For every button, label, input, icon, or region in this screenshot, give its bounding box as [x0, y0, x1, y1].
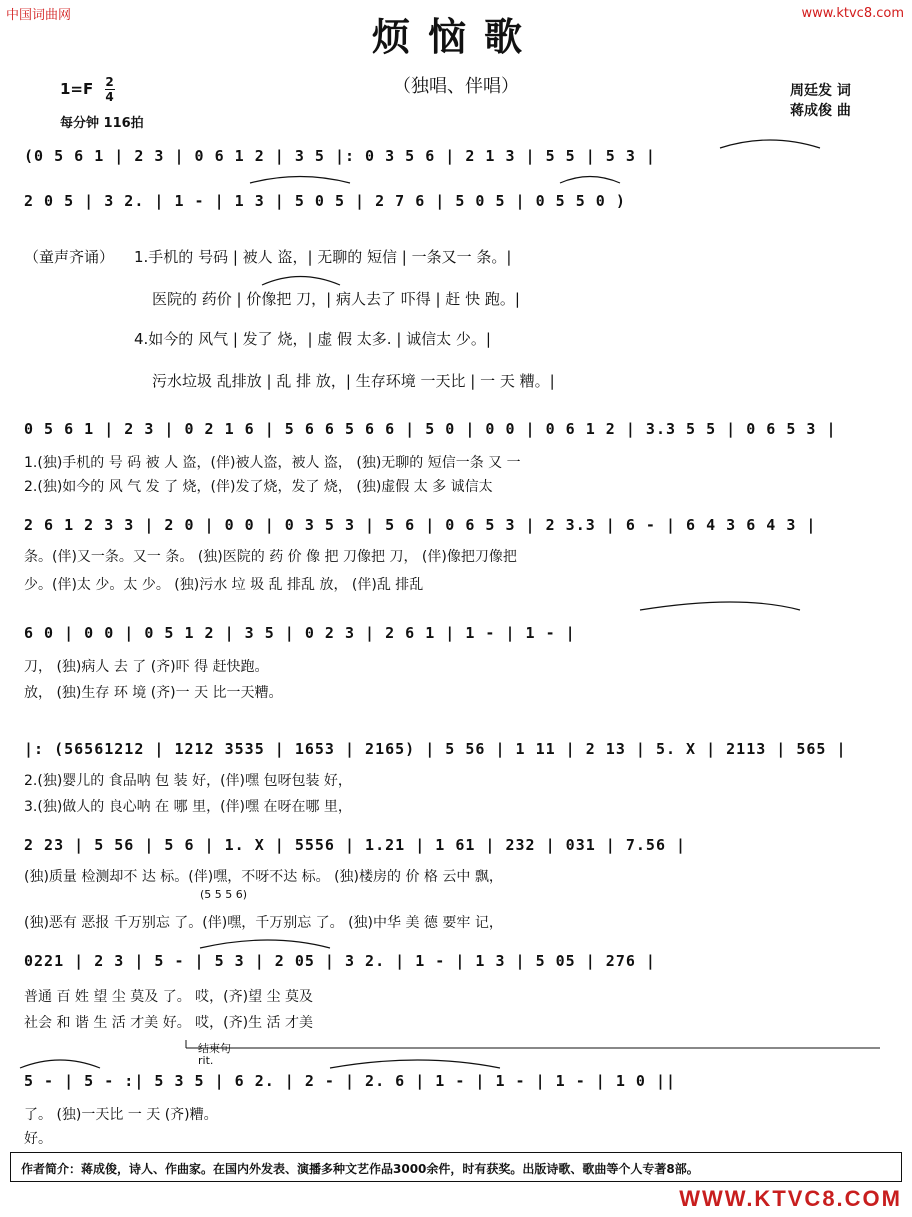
- music-line-1: (0 5 6 1 | 2 3 | 0 6 1 2 | 3 5 |: 0 3 5 6 | 2 1 3 | 5 5 | 5 3 |: [24, 147, 656, 165]
- lyricist-credit: 周廷发 词: [790, 83, 851, 99]
- lyric-line-10: (独)恶有 恶报 千万别忘 了。(伴)嘿，千万别忘 了。 (独)中华 美 德 要牢 记，: [24, 915, 503, 931]
- song-subtitle: （独唱、伴唱）: [393, 76, 519, 97]
- lyric-line-2: 2.(独)如今的 风 气 发 了 烧，(伴)发了烧，发了 烧， (独)虚假 太 多 诚信太: [24, 479, 493, 495]
- narration-line-1: 1.手机的 号码 | 被人 盗，| 无聊的 短信 | 一条又一 条。|: [134, 248, 512, 266]
- lyric-line-8: 3.(独)做人的 良心呐 在 哪 里，(伴)嘿 在呀在哪 里，: [24, 799, 352, 815]
- lyric-line-14: 好。: [24, 1131, 52, 1147]
- music-line-6: |: (56561212 | 1212 3535 | 1653 | 2165) | 5 56 | 1 11 | 2 13 | 5. X | 2113 | 565 |: [24, 740, 847, 758]
- music-line-2: 2 0 5 | 3 2. | 1 - | 1 3 | 5 0 5 | 2 7 6 | 5 0 5 | 0 5 5 0 ): [24, 192, 626, 210]
- music-line-5: 6 0 | 0 0 | 0 5 1 2 | 3 5 | 0 2 3 | 2 6 1 | 1 - | 1 - |: [24, 624, 576, 642]
- lyric-line-1: 1.(独)手机的 号 码 被 人 盗，(伴)被人盗，被人 盗， (独)无聊的 短信一条 又 一: [24, 455, 521, 471]
- music-line-8: 0221 | 2 3 | 5 - | 5 3 | 2 05 | 3 2. | 1 - | 1 3 | 5 05 | 276 |: [24, 952, 656, 970]
- tie-arc: [640, 602, 800, 610]
- lyric-line-11: 普通 百 姓 望 尘 莫及 了。 哎，(齐)望 尘 莫及: [24, 989, 313, 1005]
- narration-line-4: 污水垃圾 乱排放 | 乱 排 放，| 生存环境 一天比 | 一 天 糟。|: [152, 372, 555, 390]
- small-note-group: (5 5 5 6): [200, 888, 248, 901]
- ritardando-mark: rit.: [198, 1054, 214, 1067]
- site-watermark-left: 中国词曲网: [6, 8, 72, 23]
- narration-line-3: 4.如今的 风气 | 发了 烧，| 虚 假 太多. | 诚信太 少。|: [134, 330, 491, 348]
- lyric-line-13: 了。 (独)一天比 一 天 (齐)糟。: [24, 1107, 218, 1123]
- lyric-line-9: (独)质量 检测却不 达 标。(伴)嘿，不呀不达 标。 (独)楼房的 价 格 云中 飘，: [24, 869, 503, 885]
- lyric-line-4: 少。(伴)太 少。太 少。 (独)污水 垃 圾 乱 排乱 放， (伴)乱 排乱: [24, 577, 424, 593]
- tempo-marking: 每分钟 116拍: [60, 116, 144, 131]
- music-line-4: 2 6 1 2 3 3 | 2 0 | 0 0 | 0 3 5 3 | 5 6 | 0 6 5 3 | 2 3.3 | 6 - | 6 4 3 6 4 3 |: [24, 516, 817, 534]
- lyric-line-5: 刀， (独)病人 去 了 (齐)吓 得 赶快跑。: [24, 659, 269, 675]
- tie-arc: [330, 1060, 500, 1068]
- narration-line-2: 医院的 药价 | 价像把 刀，| 病人去了 吓得 | 赶 快 跑。|: [152, 290, 520, 308]
- time-bottom: 4: [105, 90, 114, 104]
- lyric-line-3: 条。(伴)又一条。又一 条。 (独)医院的 药 价 像 把 刀像把 刀， (伴)像把刀像把: [24, 549, 517, 565]
- song-title: 烦恼歌: [371, 14, 540, 59]
- lyric-line-6: 放， (独)生存 环 境 (齐)一 天 比一天糟。: [24, 685, 283, 701]
- site-logo-text: WWW.KTVC8.COM: [679, 1186, 902, 1211]
- lyric-line-12: 社会 和 谐 生 活 才美 好。 哎，(齐)生 活 才美: [24, 1015, 313, 1031]
- lyric-line-7: 2.(独)婴儿的 食品呐 包 装 好，(伴)嘿 包呀包装 好，: [24, 773, 352, 789]
- author-intro-box: [10, 1152, 902, 1182]
- author-intro: 作者简介：蒋成俊，诗人、作曲家。在国内外发表、演播多种文艺作品3000余件，时有获奖。出版诗歌、歌曲等个人专著8部。: [21, 1162, 699, 1176]
- tie-arc: [250, 177, 350, 184]
- time-top: 2: [105, 75, 114, 89]
- key-signature: [60, 76, 115, 103]
- composer-credit: 蒋成俊 曲: [790, 103, 851, 119]
- narration-label: （童声齐诵）: [24, 248, 115, 266]
- narration-block: [24, 232, 874, 396]
- music-line-9: 5 - | 5 - :| 5 3 5 | 6 2. | 2 - | 2. 6 | 1 - | 1 - | 1 - | 1 0 ||: [24, 1072, 676, 1090]
- tie-arc: [20, 1060, 100, 1068]
- music-line-7: 2 23 | 5 56 | 5 6 | 1. X | 5556 | 1.21 | 1 61 | 232 | 031 | 7.56 |: [24, 836, 687, 854]
- tie-arc: [560, 177, 620, 184]
- key-text: 1=F: [60, 80, 94, 98]
- music-line-3: 0 5 6 1 | 2 3 | 0 2 1 6 | 5 6 6 5 6 6 | 5 0 | 0 0 | 0 6 1 2 | 3.3 5 5 | 0 6 5 3 |: [24, 420, 837, 438]
- time-signature: [105, 76, 115, 103]
- site-watermark-right: www.ktvc8.com: [801, 6, 904, 21]
- tie-arc: [200, 940, 330, 948]
- ending-label: 结束句: [198, 1042, 231, 1055]
